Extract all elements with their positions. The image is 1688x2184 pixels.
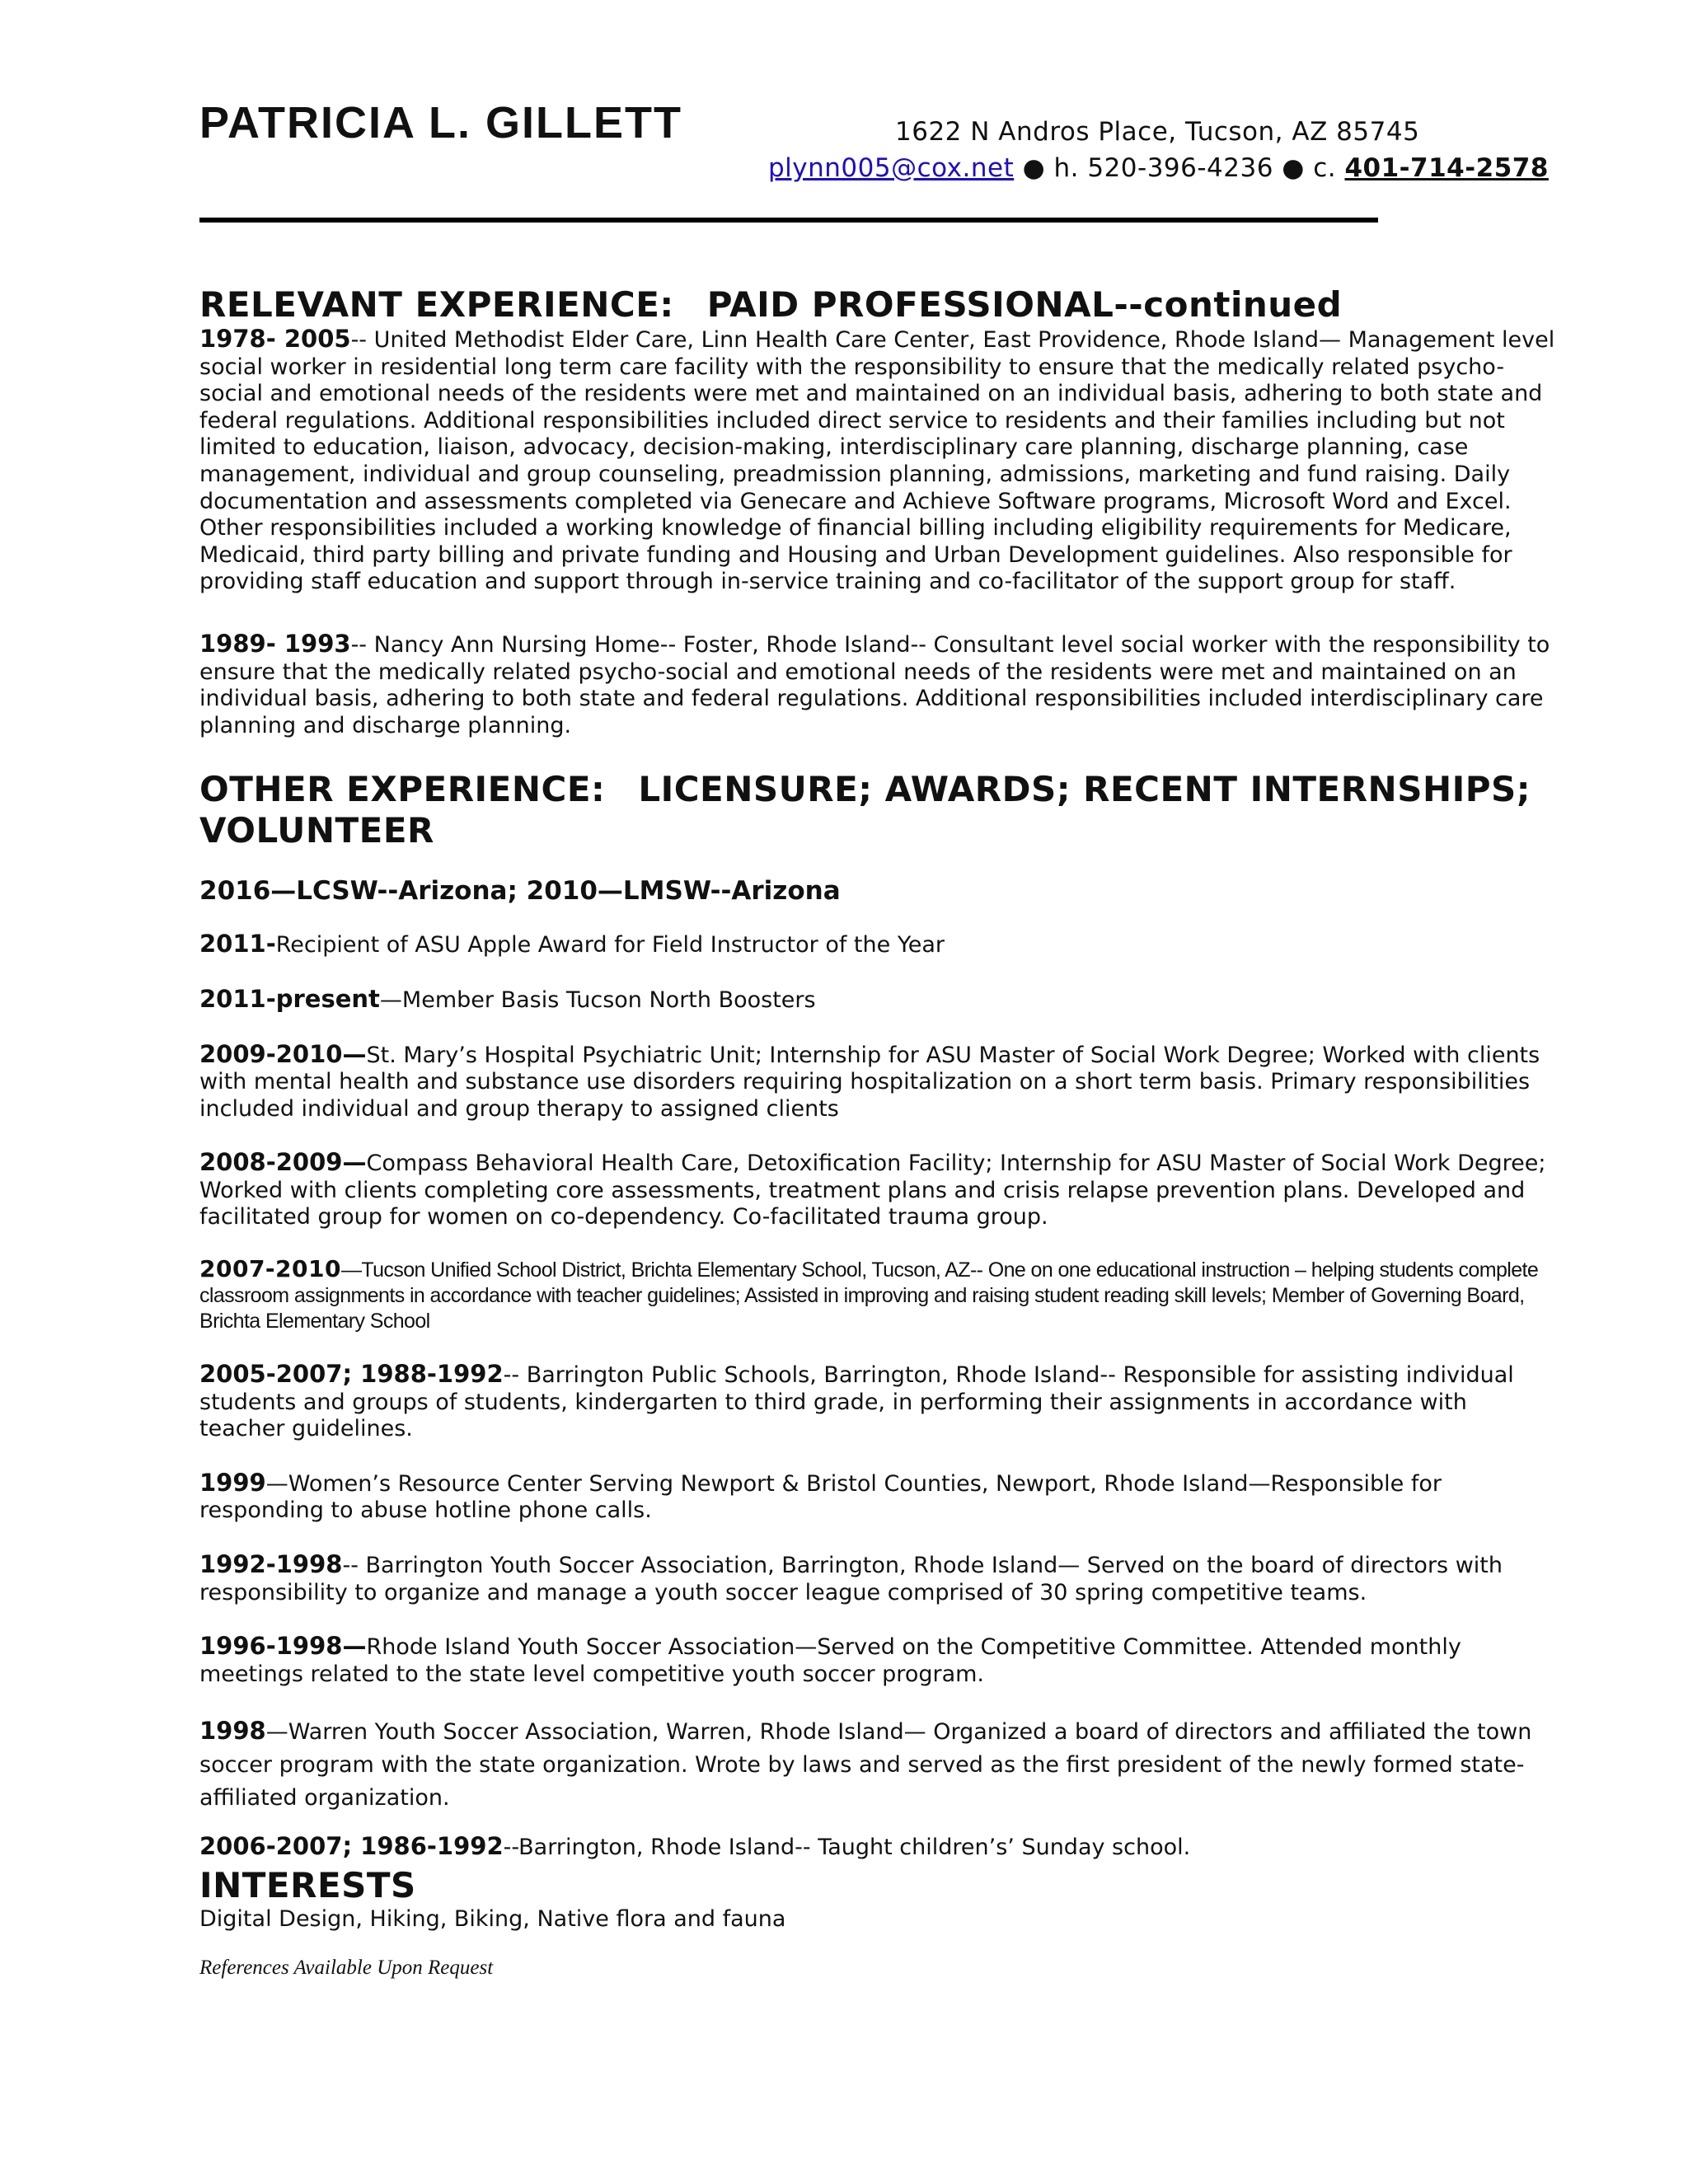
licensure-line: 2016—LCSW--Arizona; 2010—LMSW--Arizona [199, 876, 841, 907]
entry-dates: 2008-2009— [199, 1148, 367, 1177]
other-entry [199, 986, 1558, 1015]
entry-text: Compass Behavioral Health Care, Detoxification Facility; Internship for ASU Master of Social Work Degree; Worked with clients completing core assessments, treatment plans and crisis relapse prevention plans. Developed and facilitated group for women on co-dependency. Co-facilitated trauma group. [199, 1151, 1546, 1230]
interests-text: Digital Design, Hiking, Biking, Native flora and fauna [199, 1906, 786, 1932]
entry-text: --Barrington, Rhode Island-- Taught children’s’ Sunday school. [503, 1835, 1191, 1861]
other-entry [199, 1833, 1558, 1862]
entry-text: -- Nancy Ann Nursing Home-- Foster, Rhode Island-- Consultant level social worker with the responsibility to ensure that the medically related psycho-social and emotional needs of the residents were met and maintained on an individual basis, adhering to both state and federal regulations. Additional responsibilities included interdisciplinary care planning and discharge planning. [199, 631, 1550, 738]
entry-text: -- United Methodist Elder Care, Linn Health Care Center, East Providence, Rhode Island— Management level social worker in residential long term care facility with the responsibility to ensure that the medically related psycho-social and emotional needs of the residents were met and maintained on an individual basis, adhering to both state and federal regulations. Additional responsibilities included direct service to residents and their families including but not limited to education, liaison, advocacy, decision-making, interdisciplinary care planning, discharge planning, case management, individual and group counseling, preadmission planning, admissions, marketing and fund raising. Daily documentation and assessments completed via Genecare and Achieve Software programs, Microsoft Word and Excel. Other responsibilities included a working knowledge of financial billing including eligibility requirements for Medicare, Medicaid, third party billing and private funding and Housing and Urban Development guidelines. Also responsible for providing staff education and support through in-service training and co-facilitator of the support group for staff. [199, 327, 1555, 595]
other-experience-heading [199, 769, 1558, 851]
other-entry [199, 1469, 1558, 1525]
other-entry [199, 930, 1558, 959]
other-entry [199, 1633, 1558, 1688]
entry-dates: 2009-2010— [199, 1039, 367, 1068]
entry-dates: 2011- [199, 930, 276, 958]
entry-text: —Warren Youth Soccer Association, Warren, Rhode Island— Organized a board of directors and affiliated the town soccer program with the state organization. Wrote by laws and served as the first president of the newly formed state-affiliated organization. [199, 1719, 1532, 1811]
entry-dates: 1992-1998 [199, 1550, 343, 1579]
email-link[interactable]: plynn005@cox.net [768, 153, 1015, 183]
other-entry [199, 1041, 1558, 1123]
contact-line [768, 153, 1549, 183]
other-entry [199, 1256, 1558, 1334]
entry-dates: 2006-2007; 1986-1992 [199, 1832, 504, 1861]
experience-entry [199, 630, 1558, 739]
applicant-name: PATRICIA L. GILLETT [199, 98, 682, 148]
entry-text: -- Barrington Public Schools, Barrington, Rhode Island-- Responsible for assisting individual students and groups of students, kindergarten to third grade, in performing their assignments in accordance with teacher guidelines. [199, 1362, 1514, 1442]
other-entry [199, 1551, 1558, 1606]
entry-dates: 2005-2007; 1988-1992 [199, 1360, 504, 1389]
interests-heading: INTERESTS [199, 1865, 416, 1905]
home-phone: ● h. 520-396-4236 ● c. [1014, 153, 1345, 183]
entry-dates: 1999 [199, 1468, 266, 1497]
header-rule [199, 218, 1378, 223]
cell-phone: 401-714-2578 [1344, 153, 1549, 183]
references-note: References Available Upon Request [199, 1956, 494, 1979]
experience-entry [199, 326, 1558, 596]
entry-dates: 1998 [199, 1717, 266, 1746]
mailing-address: 1622 N Andros Place, Tucson, AZ 85745 [895, 117, 1420, 147]
other-entry [199, 1361, 1558, 1443]
entry-dates: 1978- 2005 [199, 325, 351, 353]
entry-dates: 1989- 1993 [199, 629, 351, 658]
relevant-experience-heading [199, 284, 1558, 326]
entry-text: -- Barrington Youth Soccer Association, Barrington, Rhode Island— Served on the board of directors with responsibility to organize and manage a youth soccer league comprised of 30 spring competitive teams. [199, 1553, 1503, 1605]
entry-text: —Women’s Resource Center Serving Newport & Bristol Counties, Newport, Rhode Island—Responsible for responding to abuse hotline phone calls. [199, 1470, 1442, 1524]
relevant-heading-left: RELEVANT EXPERIENCE: [199, 284, 674, 325]
entry-dates: 2007-2010 [199, 1255, 341, 1283]
relevant-heading-right: PAID PROFESSIONAL--continued [706, 284, 1343, 325]
entry-text: —Tucson Unified School District, Brichta Elementary School, Tucson, AZ-- One on one educational instruction – helping students complete classroom assignments in accordance with teacher guidelines; Assisted in improving and raising student reading skill levels; Member of Governing Board, Brichta Elementary School [199, 1258, 1539, 1333]
entry-text: Recipient of ASU Apple Award for Field Instructor of the Year [275, 932, 945, 958]
other-heading-right: LICENSURE; AWARDS; RECENT INTERNSHIPS; VOLUNTEER [199, 769, 1531, 851]
entry-dates: 1996-1998— [199, 1632, 367, 1661]
other-heading-left: OTHER EXPERIENCE: [199, 769, 606, 810]
other-entry [199, 1149, 1558, 1231]
entry-dates: 2011-present [199, 984, 380, 1013]
entry-text: St. Mary’s Hospital Psychiatric Unit; Internship for ASU Master of Social Work Degree; Worked with clients with mental health and substance use disorders requiring hospitalization on a short term basis. Primary responsibilities included individual and group therapy to assigned clients [199, 1042, 1540, 1122]
resume-body [199, 284, 1558, 1980]
entry-text: Rhode Island Youth Soccer Association—Served on the Competitive Committee. Attended monthly meetings related to the state level competitive youth soccer program. [199, 1634, 1461, 1687]
other-entry [199, 1714, 1558, 1815]
entry-text: —Member Basis Tucson North Boosters [379, 987, 816, 1013]
